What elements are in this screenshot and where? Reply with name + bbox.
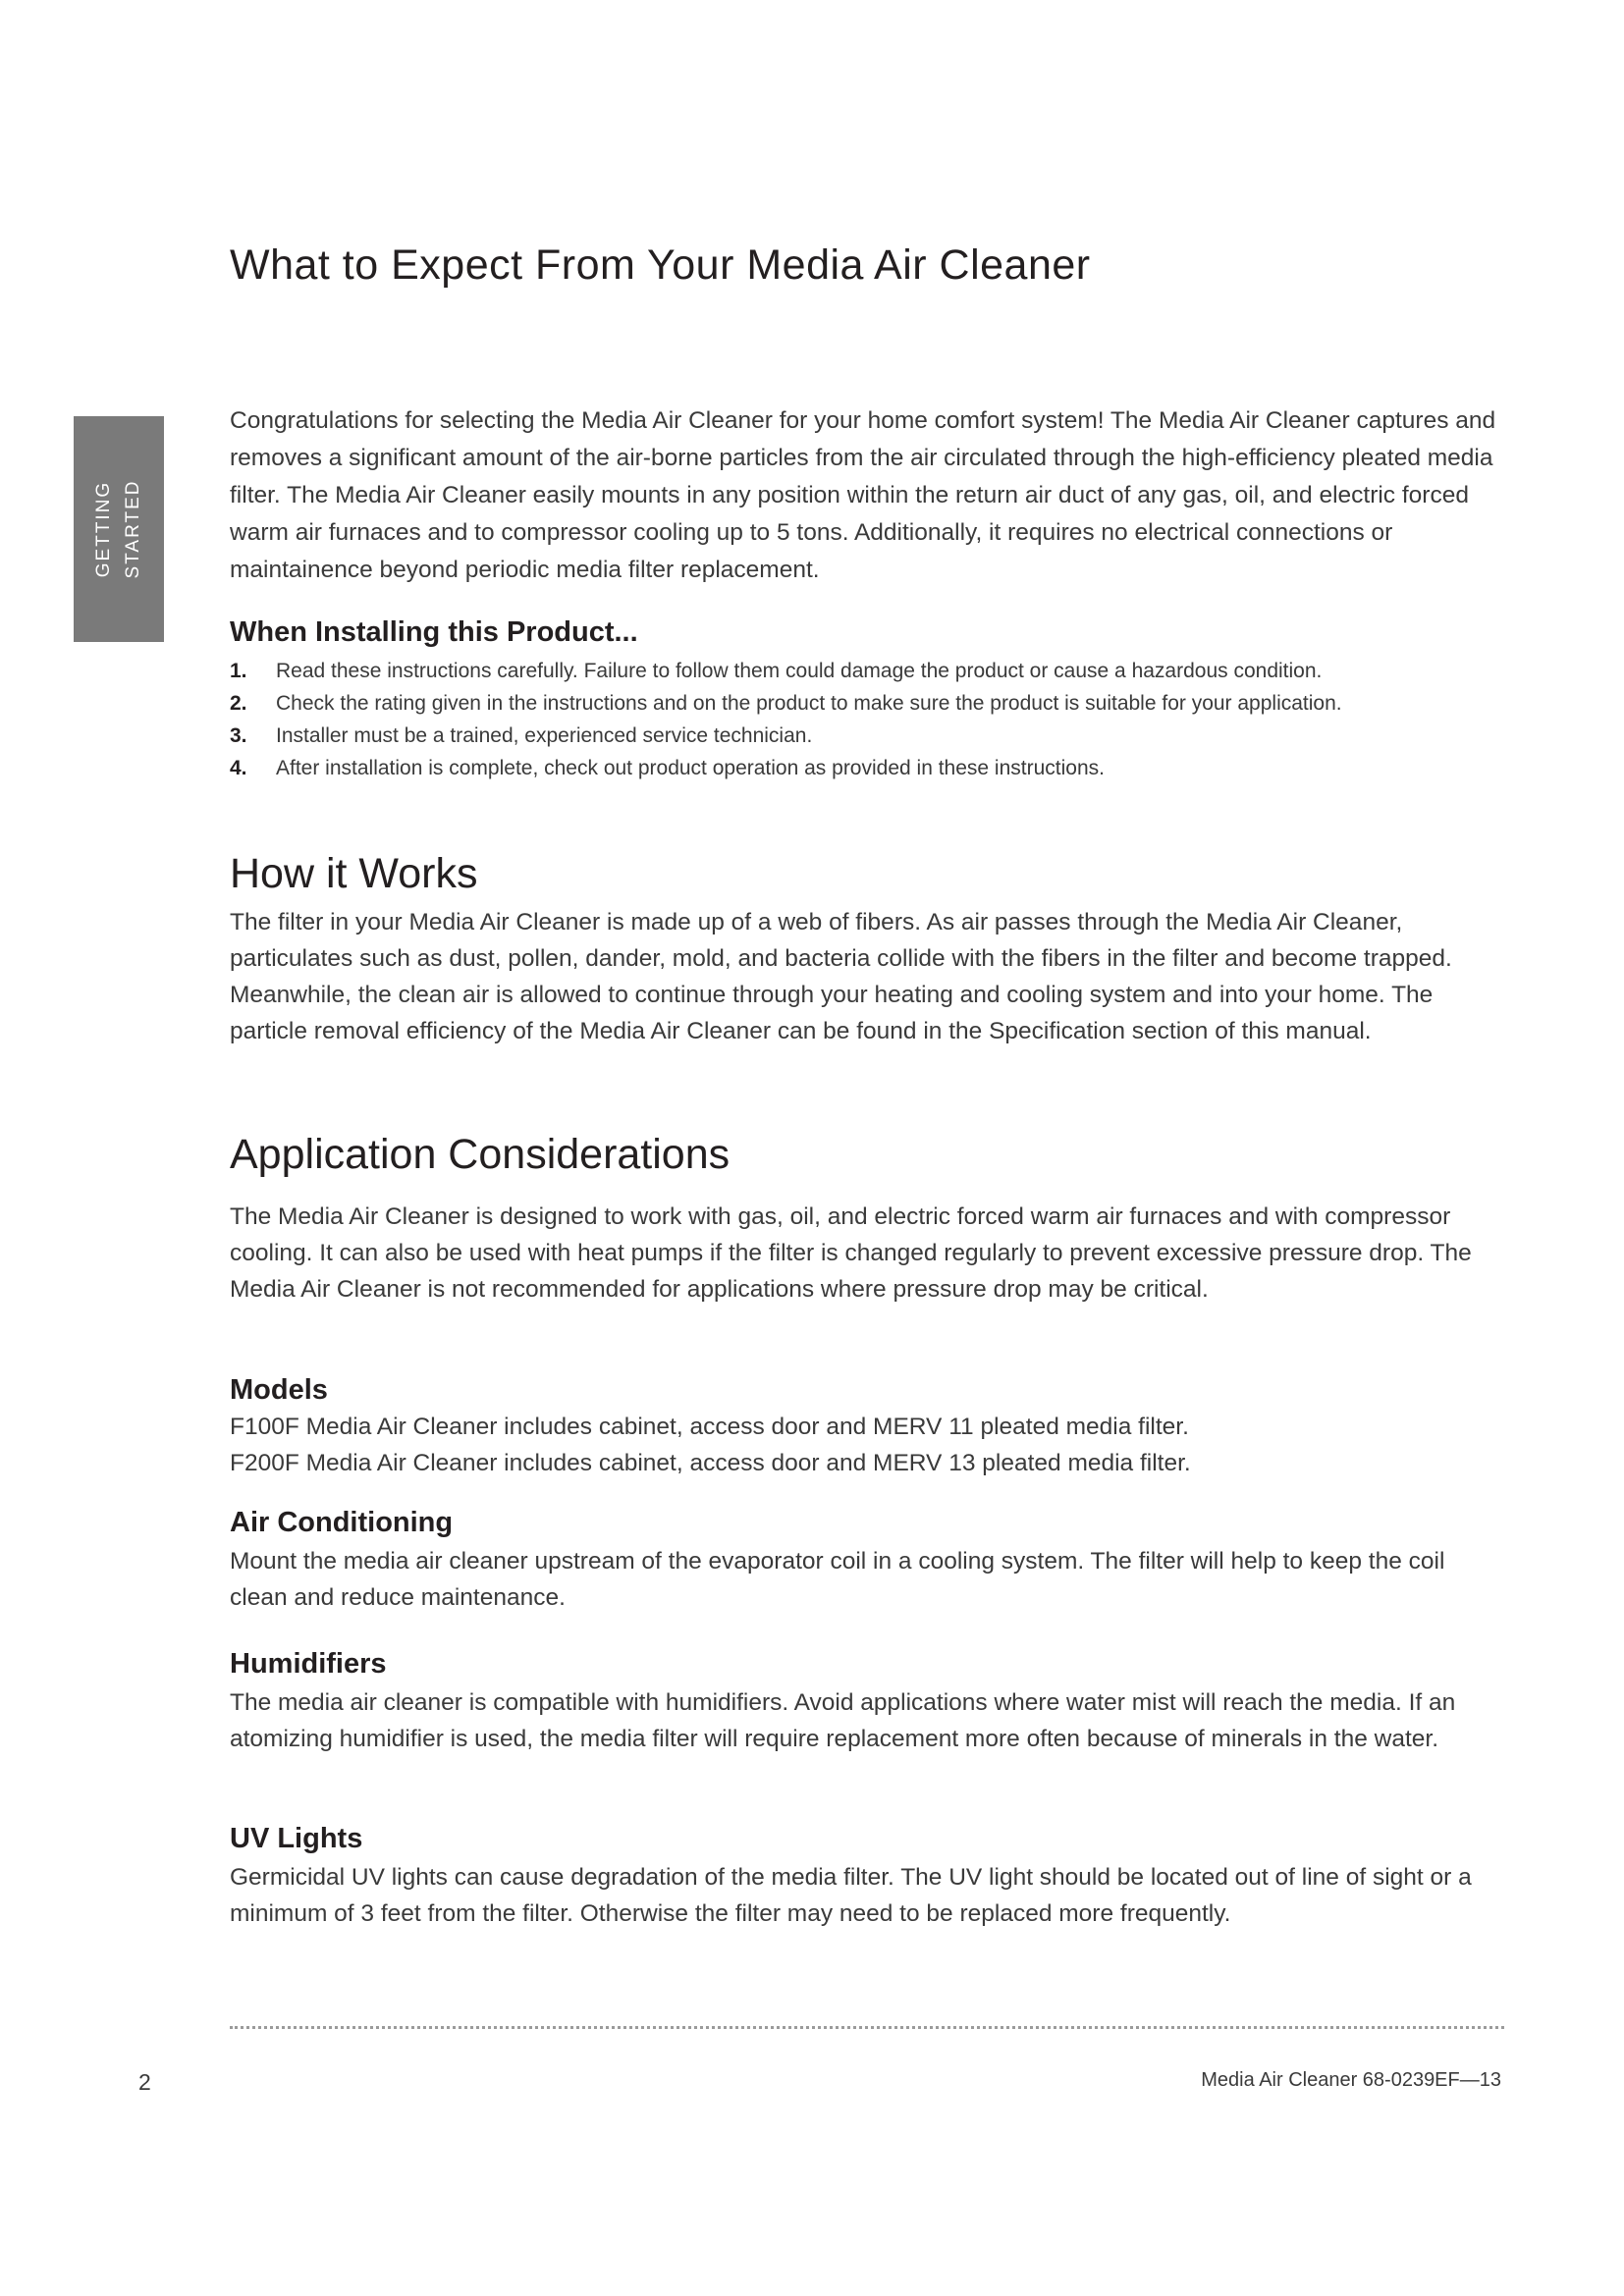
section-tab-line-2: STARTED bbox=[123, 479, 143, 579]
models-heading: Models bbox=[230, 1374, 328, 1406]
step-text: Read these instructions carefully. Failure to follow them could damage the product or cause a hazardous condition. bbox=[276, 660, 1323, 682]
page-number: 2 bbox=[138, 2069, 151, 2095]
step-text: Installer must be a trained, experienced service technician. bbox=[276, 724, 813, 747]
intro-block bbox=[230, 402, 1496, 589]
humidifiers-paragraph: The media air cleaner is compatible with humidifiers. Avoid applications where water mist will reach the media. If an atomizing humidifier is used, the media filter will require replacement more often because of minerals in the water. bbox=[230, 1689, 1456, 1752]
models-line-1: F100F Media Air Cleaner includes cabinet, access door and MERV 11 pleated media filter. bbox=[230, 1414, 1189, 1440]
humidifiers-section bbox=[230, 1648, 1496, 1757]
list-item bbox=[230, 687, 1496, 720]
uv-lights-heading: UV Lights bbox=[230, 1823, 363, 1854]
models-line-2: F200F Media Air Cleaner includes cabinet, access door and MERV 13 pleated media filter. bbox=[230, 1450, 1191, 1476]
intro-paragraph: Congratulations for selecting the Media Air Cleaner for your home comfort system! The Media Air Cleaner captures and removes a significant amount of the air-borne particles from the air circulated through the high-efficiency pleated media filter. The Media Air Cleaner easily mounts in any position within the return air duct of any gas, oil, and electric forced warm air furnaces and to compressor cooling up to 5 tons. Additionally, it requires no electrical connections or maintainence beyond periodic media filter replacement. bbox=[230, 407, 1496, 583]
uv-lights-paragraph: Germicidal UV lights can cause degradation of the media filter. The UV light should be located out of line of sight or a minimum of 3 feet from the filter. Otherwise the filter may need to be replaced more frequently. bbox=[230, 1864, 1472, 1927]
air-conditioning-section bbox=[230, 1507, 1496, 1616]
how-it-works-section bbox=[230, 850, 1496, 1049]
list-item bbox=[230, 720, 1496, 752]
section-tab-line-1: GETTING bbox=[93, 480, 114, 578]
air-conditioning-heading: Air Conditioning bbox=[230, 1507, 454, 1538]
uv-lights-section bbox=[230, 1823, 1496, 1932]
list-item bbox=[230, 752, 1496, 784]
humidifiers-heading: Humidifiers bbox=[230, 1648, 387, 1680]
application-section bbox=[230, 1131, 1496, 1308]
application-heading: Application Considerations bbox=[230, 1131, 731, 1178]
installing-steps bbox=[230, 655, 1496, 784]
step-number: 4. bbox=[230, 757, 247, 779]
installing-section bbox=[230, 616, 1496, 784]
section-tab-label bbox=[89, 480, 148, 579]
step-text: After installation is complete, check out product operation as provided in these instructions. bbox=[276, 757, 1105, 779]
installing-heading: When Installing this Product... bbox=[230, 616, 638, 648]
step-number: 3. bbox=[230, 724, 247, 747]
section-tab bbox=[74, 416, 164, 642]
list-item bbox=[230, 655, 1496, 687]
footer-divider bbox=[230, 2026, 1504, 2029]
footer-document-id: Media Air Cleaner 68-0239EF—13 bbox=[1201, 2069, 1501, 2091]
step-text: Check the rating given in the instructions and on the product to make sure the product is suitable for your application. bbox=[276, 692, 1342, 715]
models-section bbox=[230, 1374, 1496, 1481]
how-it-works-heading: How it Works bbox=[230, 850, 478, 897]
step-number: 1. bbox=[230, 660, 247, 682]
application-paragraph: The Media Air Cleaner is designed to work with gas, oil, and electric forced warm air furnaces and with compressor cooling. It can also be used with heat pumps if the filter is changed regularly to prevent excessive pressure drop. The Media Air Cleaner is not recommended for applications where pressure drop may be critical. bbox=[230, 1203, 1472, 1303]
how-it-works-paragraph: The filter in your Media Air Cleaner is made up of a web of fibers. As air passes through the Media Air Cleaner, particulates such as dust, pollen, dander, mold, and bacteria collide with the fibers in the filter and become trapped. Meanwhile, the clean air is allowed to continue through your heating and cooling system and into your home. The particle removal efficiency of the Media Air Cleaner can be found in the Specification section of this manual. bbox=[230, 909, 1452, 1044]
step-number: 2. bbox=[230, 692, 247, 715]
page-title: What to Expect From Your Media Air Cleaner bbox=[230, 241, 1091, 289]
air-conditioning-paragraph: Mount the media air cleaner upstream of the evaporator coil in a cooling system. The filter will help to keep the coil clean and reduce maintenance. bbox=[230, 1548, 1445, 1611]
